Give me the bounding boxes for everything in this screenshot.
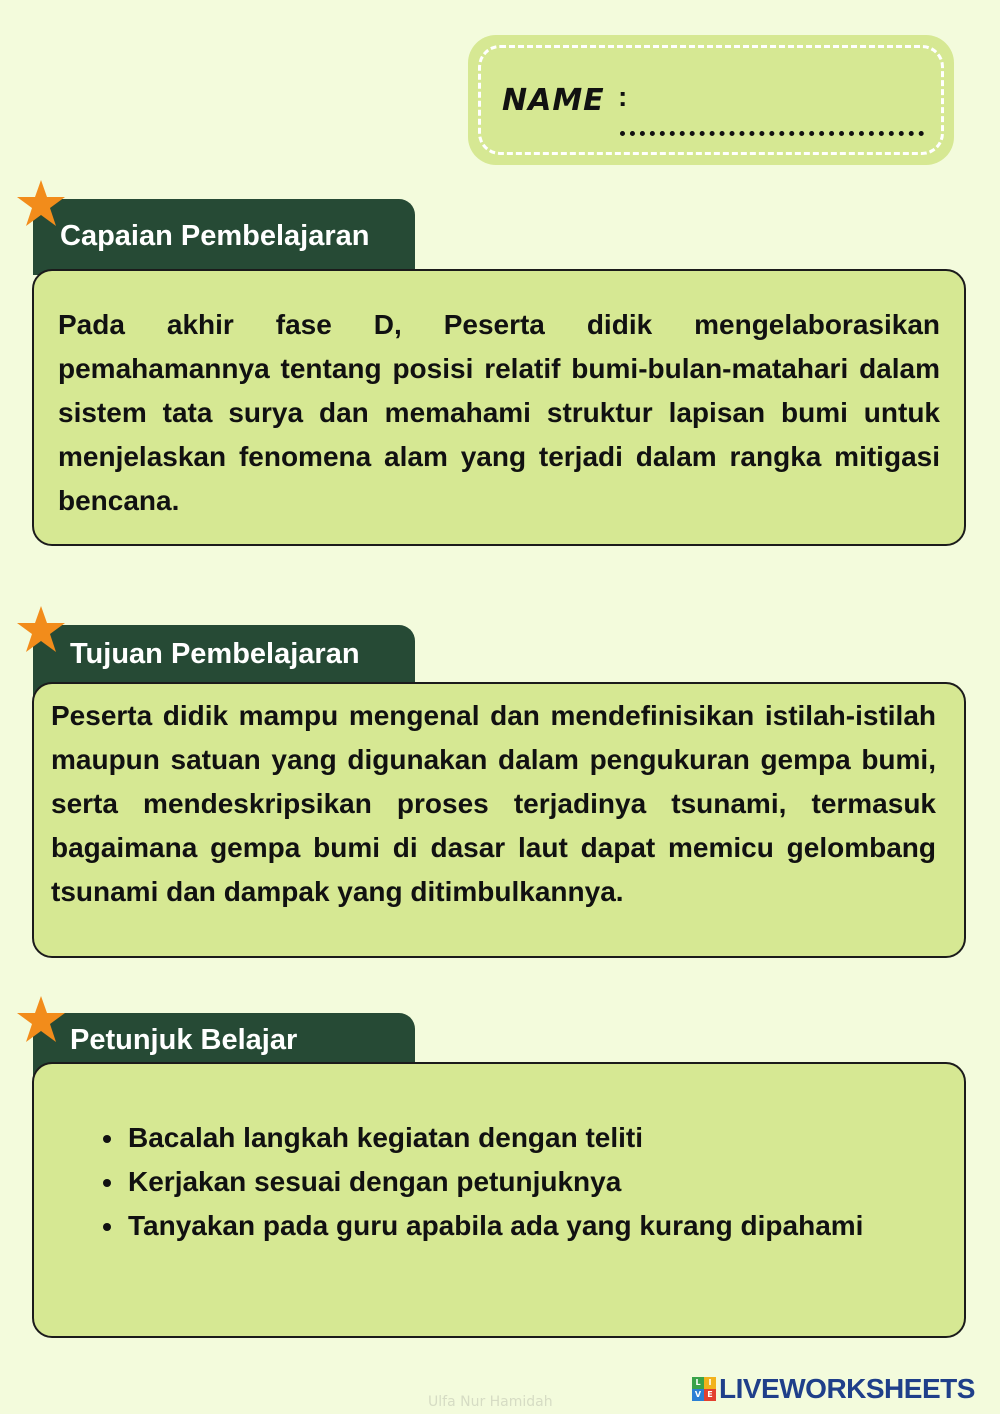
star-icon <box>14 178 68 232</box>
name-colon: : <box>618 81 628 112</box>
list-item: • Kerjakan sesuai dengan petunjuknya <box>126 1160 902 1204</box>
star-icon <box>14 994 68 1048</box>
liveworksheets-logo-icon: L I V E <box>692 1377 716 1401</box>
capaian-text: Pada akhir fase D, Peserta didik mengelaborasikan pemahamannya tentang posisi relatif bumi-bulan-matahari dalam sistem tata surya dan memahami struktur lapisan bumi untuk menjelaskan fenomena alam yang terjadi dalam rangka mitigasi bencana. <box>58 309 940 516</box>
card-tujuan <box>32 682 966 958</box>
list-item: • Tanyakan pada guru apabila ada yang kurang dipahami <box>126 1204 902 1248</box>
liveworksheets-brand[interactable] <box>692 1374 975 1404</box>
petunjuk-list <box>34 1116 902 1248</box>
name-input[interactable] <box>620 91 924 136</box>
section-title-petunjuk: Petunjuk Belajar <box>70 1024 298 1056</box>
star-icon <box>14 604 68 658</box>
tujuan-text: Peserta didik mampu mengenal dan mendefinisikan istilah-istilah maupun satuan yang digunakan dalam pengukuran gempa bumi, serta mendeskripsikan proses terjadinya tsunami, termasuk bagaimana gempa bumi di dasar laut dapat memicu gelombang tsunami dan dampak yang ditimbulkannya. <box>51 700 936 907</box>
name-box <box>468 35 954 165</box>
section-title-tujuan: Tujuan Pembelajaran <box>70 638 360 670</box>
brand-name: LIVEWORKSHEETS <box>719 1373 975 1404</box>
name-label: NAME <box>502 83 605 118</box>
list-item: • Bacalah langkah kegiatan dengan teliti <box>126 1116 902 1160</box>
card-capaian <box>32 269 966 546</box>
section-title-capaian: Capaian Pembelajaran <box>60 220 370 252</box>
card-petunjuk <box>32 1062 966 1338</box>
footer-author: Ulfa Nur Hamidah <box>428 1394 553 1410</box>
